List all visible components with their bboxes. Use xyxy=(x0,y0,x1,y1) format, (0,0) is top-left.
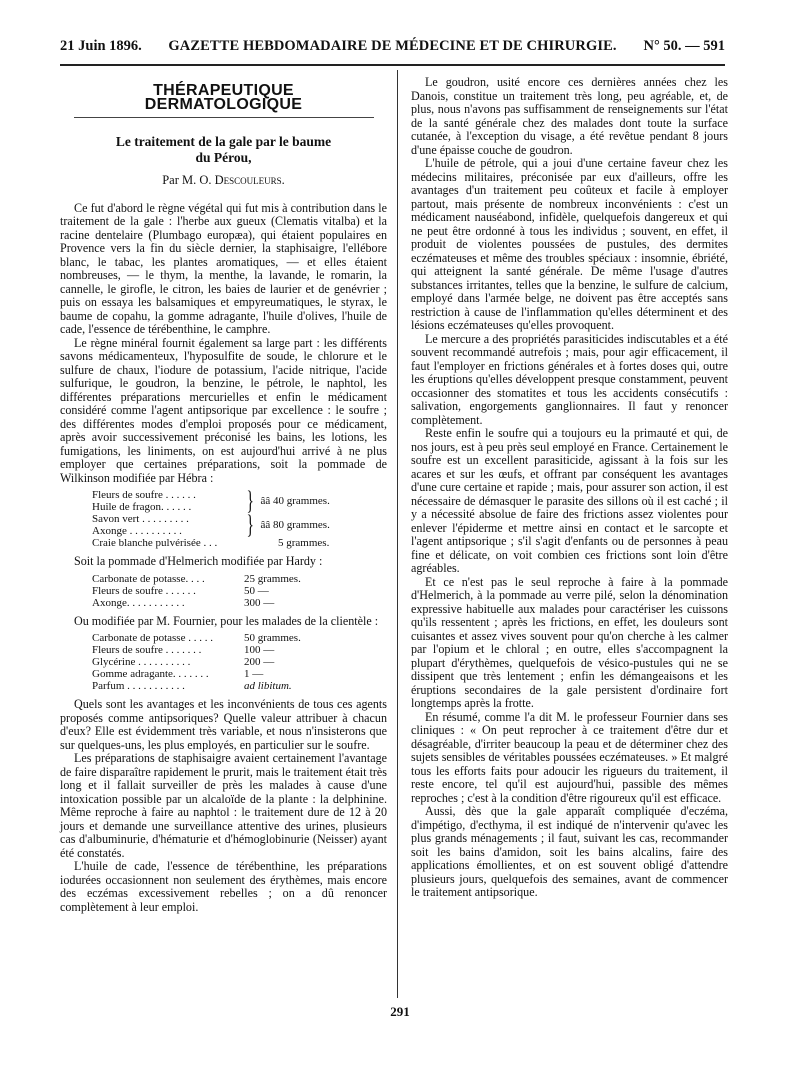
recipe-wilkinson xyxy=(92,486,387,549)
recipe-ingredient: Parfum . . . . . . . . . . . xyxy=(92,680,185,692)
header-issue-page: N° 50. — 591 xyxy=(643,38,725,54)
paragraph: Reste enfin le soufre qui a toujours eu la primauté et qui, de nos jours, est à peu près seul employé en France. Certainement le soufre est un excellent parasiticide, agissant à la fois sur les acares et sur les œufs, et offrant par conséquent les avantages d'une cure certaine et rapide ; mais, pour assurer son action, il est nécessaire de démasquer le parasite des sillons où il est caché ; il y a nécessité absolue de faire des frictions assez violentes pour enlever l'épiderme et mettre ainsi en contact et le sarcopte et l'agent antipsorique ; s'il s'agit d'enfants ou de personnes à peau fine et délicate, on voit combien ces frictions sont loin d'être agréables. xyxy=(411,426,728,575)
recipe-row xyxy=(92,680,387,692)
paragraph: En résumé, comme l'a dit M. le professeur Fournier dans ses cliniques : « On peut reprocher à ce traitement d'être dur et désagréable, d'irriter beaucoup la peau et de déterminer chez des sujets sensibles de véritables poussées eczémateuses. » Et malgré tous les efforts faits pour adoucir les rigueurs du traitement, il reste encore, tel qu'il est aujourd'hui, passible des mêmes reproches ; c'est à la condition d'être rigoureux qu'il est efficace. xyxy=(411,709,728,805)
recipe-row xyxy=(92,632,387,644)
recipe-quantity: 100 — xyxy=(244,644,275,656)
page-number: 291 xyxy=(390,1004,410,1019)
recipe-quantity: 50 — xyxy=(244,584,269,597)
recipe-row xyxy=(92,585,387,597)
right-column xyxy=(411,76,728,900)
recipe-ingredient: Carbonate de potasse. . . . xyxy=(92,572,205,585)
paragraph: Ou modifiée par M. Fournier, pour les malades de la clientèle : xyxy=(74,613,379,628)
recipe-group xyxy=(92,510,387,539)
paragraph: Quels sont les avantages et les inconvénients de tous ces agents proposés comme antipsoriques? Quelle valeur attribuer à chacun d'eux? Elle est évidemment très variable, et nous n'insisterons que sur quelques-uns, les plus employés, en particulier sur le soufre. xyxy=(60,697,387,752)
paragraph: Aussi, dès que la gale apparaît compliquée d'eczéma, d'impétigo, d'ecthyma, il est indiqué de n'intervenir qu'avec les plus grands ménagements ; il faut, suivant les cas, recommander soit les bains d'amidon, soit les bains alcalins, faire des applications émollientes, et on est souvent obligé d'attendre plusieurs jours, quelquefois des semaines, avant de commencer le traitement antipsorique. xyxy=(411,804,728,899)
article-title-line1: Le traitement de la gale par le baume xyxy=(115,134,332,149)
recipe-quantity: ââ 40 grammes. xyxy=(260,495,330,507)
recipe-quantity: 5 grammes. xyxy=(278,537,330,549)
article-title-line2: du Pérou, xyxy=(195,150,252,165)
header-date: 21 Juin 1896. xyxy=(60,38,142,54)
recipe-ingredient: Glycérine . . . . . . . . . . xyxy=(92,656,191,668)
recipe-row xyxy=(92,537,387,549)
paragraph: Les préparations de staphisaigre avaient certainement l'avantage de faire disparaître rapidement le prurit, mais le traitement était très long et il fallait surveiller de près les malades à cause d'une intoxication possible par un alcaloïde de la plante : la delphinine. Même reproche à faire au naphtol : le traitement dure de 12 à 20 jours et demande une surveillance attentive des urines, plusieurs cas d'albuminurie, d'hématurie et d'hémoglobinurie (Neisser) ayant été constatés. xyxy=(60,751,387,860)
recipe-row xyxy=(92,668,387,680)
article-author xyxy=(60,174,387,188)
header-rule xyxy=(60,64,725,66)
recipe-ingredient: Fleurs de soufre . . . . . . . xyxy=(92,644,202,656)
author-prefix: Par M. O. xyxy=(162,173,215,187)
recipe-quantity: 25 grammes. xyxy=(244,572,301,585)
recipe-row xyxy=(92,644,387,656)
section-title: THÉRAPEUTIQUE DERMATOLOGIQUE xyxy=(74,84,374,118)
recipe-quantity: 50 grammes. xyxy=(244,632,301,644)
author-name: Descouleurs. xyxy=(214,173,285,187)
recipe-quantity: ad libitum. xyxy=(244,680,292,692)
header-journal-title: GAZETTE HEBDOMADAIRE DE MÉDECINE ET DE CHIRURGIE. xyxy=(168,38,617,54)
recipe-row xyxy=(92,656,387,668)
recipe-ingredient: Axonge. . . . . . . . . . . xyxy=(92,596,185,609)
paragraph: L'huile de pétrole, qui a joui d'une certaine faveur chez les médecins militaires, préconisée par eux d'ailleurs, offre les avantages d'un traitement peu coûteux et facile à employer partout, mais présente de nombreux inconvénients : c'est un médicament nauséabond, infidèle, quelquefois dangereux et qui ne peut être ordonné à tous les individus ; souvent, en effet, il produit de violentes poussées de pustules, des dermites eczémateuses et même des troubles spéciaux : insomnie, ébriété, qui atteignent la santé générale. De même l'usage d'autres substances irritantes, telles que la benzine, le sulfure de calcium, employé dans l'armée belge, ne doivent pas être acceptés sans restriction à cause de l'inflammation qu'elles déterminent et des lésions eczémateuses qu'elles provoquent. xyxy=(411,156,728,332)
left-column xyxy=(60,76,387,914)
recipe-ingredient: Huile de fragon. . . . . . xyxy=(92,501,192,513)
recipe-quantity: 1 — xyxy=(244,668,264,680)
recipe-ingredient: Fleurs de soufre . . . . . . xyxy=(92,584,196,597)
paragraph: Le goudron, usité encore ces dernières années chez les Danois, constitue un traitement très long, peu agréable, et, de plus, nous n'avons pas suffisamment de renseignements sur l'état de la santé générale chez des malades dont toute la surface cutanée, à l'exception du visage, a été revêtue pendant 8 jours d'une épaisse couche de goudron. xyxy=(411,75,728,157)
running-header xyxy=(60,38,725,60)
recipe-row xyxy=(92,597,387,609)
paragraph: Le mercure a des propriétés parasiticides indiscutables et a été souvent recommandé autrefois ; mais, pour agir efficacement, il faut l'employer en frictions générales et à fortes doses qui, outre les éruptions qu'elles développent presque constamment, peuvent occasionner des stomatites et tous les accidents consécutifs : salivation, engorgements ganglionnaires. Il faut y renoncer complètement. xyxy=(411,331,728,427)
recipe-ingredient: Craie blanche pulvérisée . . . xyxy=(92,537,218,549)
recipe-ingredient: Carbonate de potasse . . . . . xyxy=(92,632,213,644)
recipe-row xyxy=(92,573,387,585)
brace-glyph: } xyxy=(246,486,254,515)
brace-glyph: } xyxy=(246,510,254,539)
recipe-helmerich-hardy xyxy=(92,573,387,609)
paragraph: Soit la pommade d'Helmerich modifiée par Hardy : xyxy=(74,554,323,568)
paragraph: L'huile de cade, l'essence de térébenthine, les préparations iodurées occasionnent non seulement des érythèmes, mais encore des eczémas excessivement rebelles ; on a dû renoncer complètement à leur emploi. xyxy=(60,859,387,914)
recipe-group xyxy=(92,486,387,515)
recipe-quantity: ââ 80 grammes. xyxy=(260,519,330,531)
recipe-ingredient: Savon vert . . . . . . . . . xyxy=(92,513,189,525)
recipe-ingredient: Gomme adragante. . . . . . . xyxy=(92,668,209,680)
recipe-ingredient: Axonge . . . . . . . . . . xyxy=(92,525,182,537)
article-title xyxy=(60,134,387,166)
recipe-fournier xyxy=(92,632,387,692)
recipe-ingredient: Fleurs de soufre . . . . . . xyxy=(92,489,196,501)
recipe-quantity: 300 — xyxy=(244,596,275,609)
column-divider xyxy=(397,70,398,998)
recipe-quantity: 200 — xyxy=(244,656,275,668)
paragraph: Ce fut d'abord le règne végétal qui fut mis à contribution dans le traitement de la gale : l'herbe aux gueux (Clematis vitalba) et la racine dentelaire (Plumbago europæa), qui étaient populaires en Provence vers la fin du siècle dernier, la staphisaigre, l'ellébore blanc, le tabac, les plantes aromatiques, — et elles étaient nombreuses, — le thym, la menthe, la lavande, le romarin, la cannelle, le girofle, le citron, les baies de laurier et de genévrier ; puis on essaya les balsamiques et empyreumatiques, le styrax, le baume de copahu, la gomme adragante, l'huile d'olives, l'huile de cade, l'essence de térébenthine, le camphre. xyxy=(60,200,387,336)
paragraph: Le règne minéral fournit également sa large part : les différents savons médicamenteux, l'hyposulfite de soude, le chlorure et le sulfure de chaux, l'iodure de potassium, l'acide nitrique, l'acide sulfurique, le goudron, la benzine, le pétrole, le naphtol, les différentes préparations mercurielles et enfin le médicament considéré comme l'agent antipsorique par excellence : le soufre ; des différentes modes d'emploi proposés pour ce médicament, après avoir successivement préconisé les bains, les lotions, les fumigations, les liniments, on est aujourd'hui arrivé à ne plus employer que certaines préparations, soit la pommade de Wilkinson modifiée par Hébra : xyxy=(60,335,387,485)
paragraph: Et ce n'est pas le seul reproche à faire à la pommade d'Helmerich, à la pommade au verre pilé, selon la dénomination expressive habituelle aux malades pour caractériser les cuissons qu'ils ressentent ; après les frictions, en effet, les douleurs sont cuisantes et assez vives souvent pour qu'on cherche à les calmer par l'opium et le chloral ; en outre, elles s'accompagnent la plupart d'érythèmes, quelquefois de vésico-pustules qui ne se dissipent que très lentement ; enfin les démangeaisons et les éruptions secondaires de la gale persistent d'ordinaire fort longtemps après la frotte. xyxy=(411,574,728,710)
